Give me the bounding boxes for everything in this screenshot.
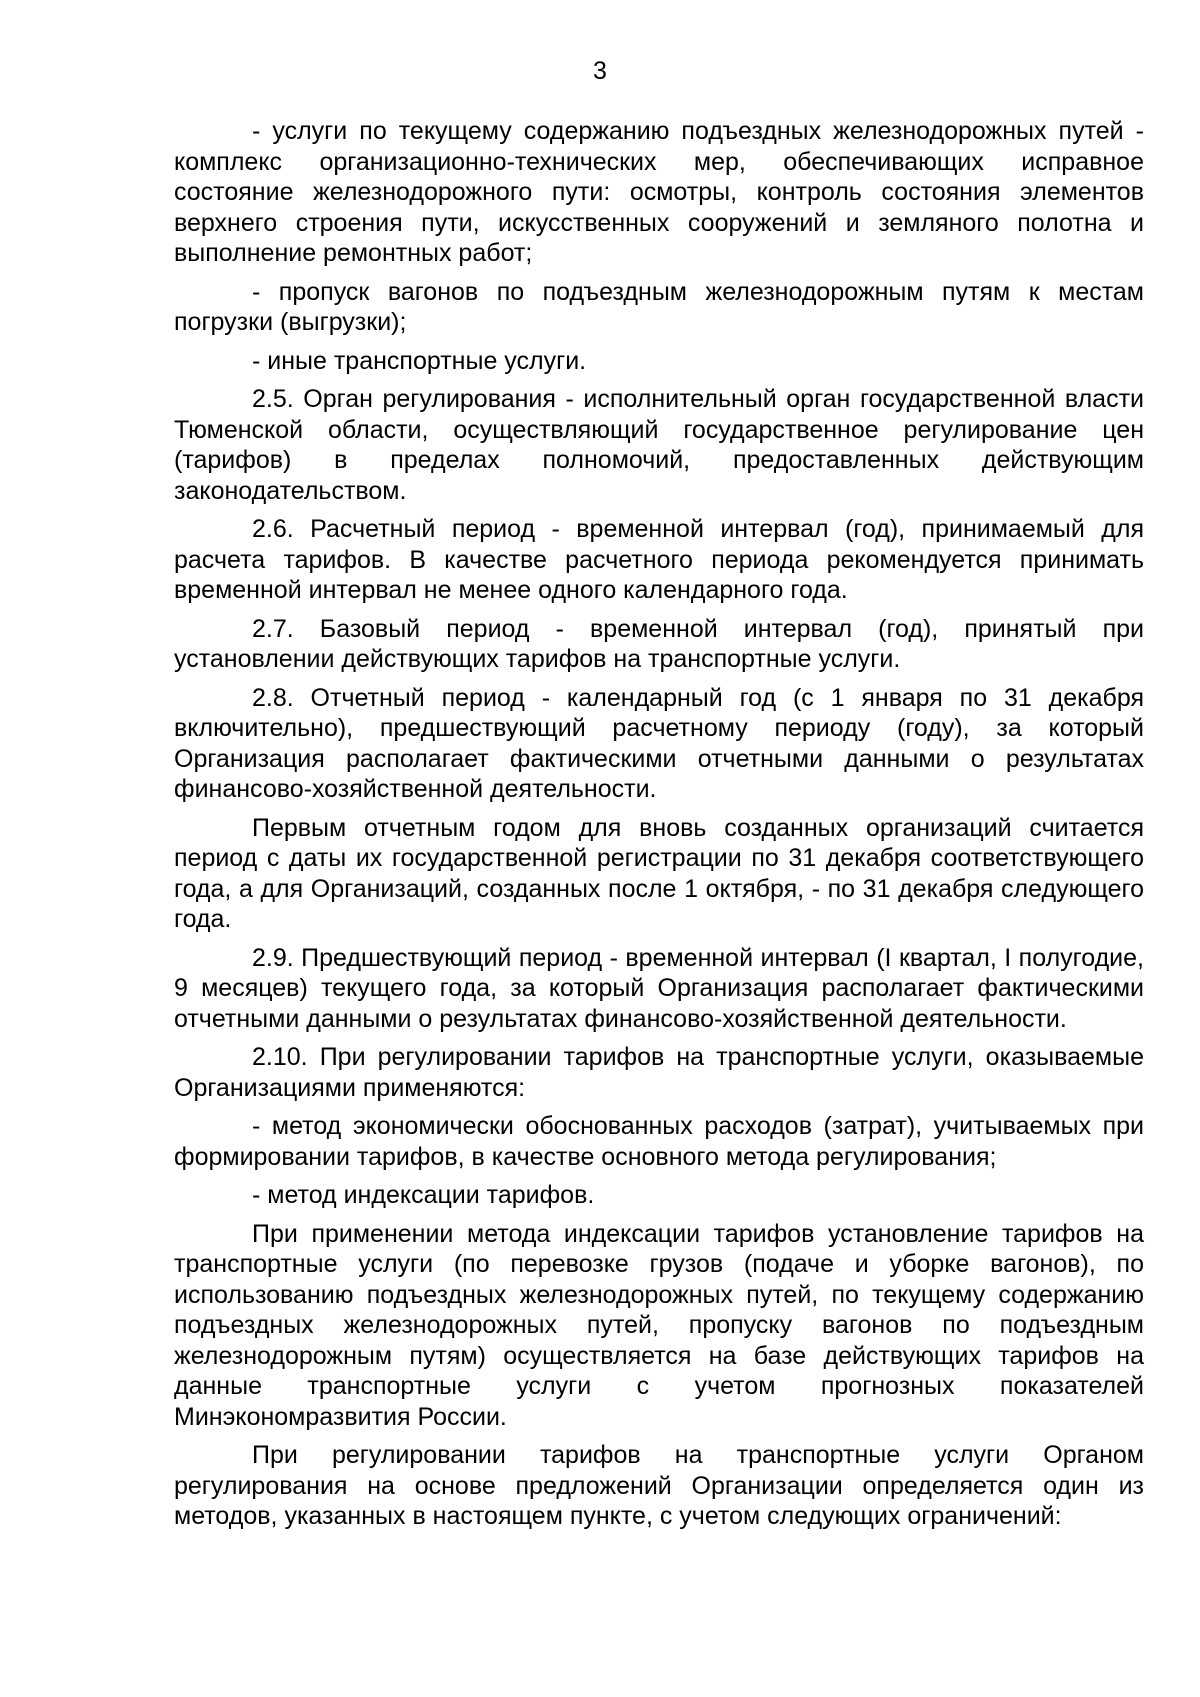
- paragraph-other-services: - иные транспортные услуги.: [252, 346, 587, 375]
- page-number: 3: [593, 57, 607, 85]
- paragraph-indexation-application: При применении метода индексации тарифов установление тарифов на транспортные услуги (по перевозке грузов (подаче и уборке вагонов), по использованию подъездных железнодорожных путей, по текущему содержанию подъездных железнодорожных путей, пропуску вагонов по подъездным железнодорожным путям) осуществляется на базе действующих тарифов на данные транспортные услуги с учетом прогнозных показателей Минэкономразвития России.: [174, 1219, 1144, 1431]
- paragraph-2-8: 2.8. Отчетный период - календарный год (с 1 января по 31 декабря включительно), предшествующий расчетному периоду (году), за который Организация располагает фактическими отчетными данными о результатах финансово-хозяйственной деятельности.: [174, 683, 1144, 803]
- paragraph-track-maintenance: - услуги по текущему содержанию подъездных железнодорожных путей - комплекс организационно-технических мер, обеспечивающих исправное состояние железнодорожного пути: осмотры, контроль состояния элементов верхнего строения пути, искусственных сооружений и земляного полотна и выполнение ремонтных работ;: [174, 117, 1144, 267]
- paragraph-first-reporting-year: Первым отчетным годом для вновь созданных организаций считается период с даты их государственной регистрации по 31 декабря соответствующего года, а для Организаций, созданных после 1 октября, - по 31 декабря следующего года.: [174, 813, 1144, 933]
- document-body: [174, 116, 1144, 1540]
- paragraph-wagon-passage: - пропуск вагонов по подъездным железнодорожным путям к местам погрузки (выгрузки);: [174, 277, 1144, 336]
- paragraph-method-economic: - метод экономически обоснованных расходов (затрат), учитываемых при формировании тарифов, в качестве основного метода регулирования;: [174, 1112, 1144, 1171]
- paragraph-method-indexation: - метод индексации тарифов.: [252, 1181, 595, 1209]
- paragraph-2-6: 2.6. Расчетный период - временной интервал (год), принимаемый для расчета тарифов. В качестве расчетного периода рекомендуется принимать временной интервал не менее одного календарного года.: [174, 515, 1144, 604]
- paragraph-2-9: 2.9. Предшествующий период - временной интервал (I квартал, I полугодие, 9 месяцев) текущего года, за который Организация располагает фактическими отчетными данными о результатах финансово-хозяйственной деятельности.: [174, 943, 1144, 1033]
- paragraph-2-10: 2.10. При регулировании тарифов на транспортные услуги, оказываемые Организациями применяются:: [174, 1043, 1144, 1102]
- paragraph-method-selection: При регулировании тарифов на транспортные услуги Органом регулирования на основе предложений Организации определяется один из методов, указанных в настоящем пункте, с учетом следующих ограничений:: [174, 1441, 1144, 1530]
- paragraph-2-7: 2.7. Базовый период - временной интервал (год), принятый при установлении действующих тарифов на транспортные услуги.: [174, 614, 1144, 673]
- paragraph-2-5: 2.5. Орган регулирования - исполнительный орган государственной власти Тюменской области, осуществляющий государственное регулирование цен (тарифов) в пределах полномочий, предоставленных действующим законодательством.: [174, 385, 1144, 505]
